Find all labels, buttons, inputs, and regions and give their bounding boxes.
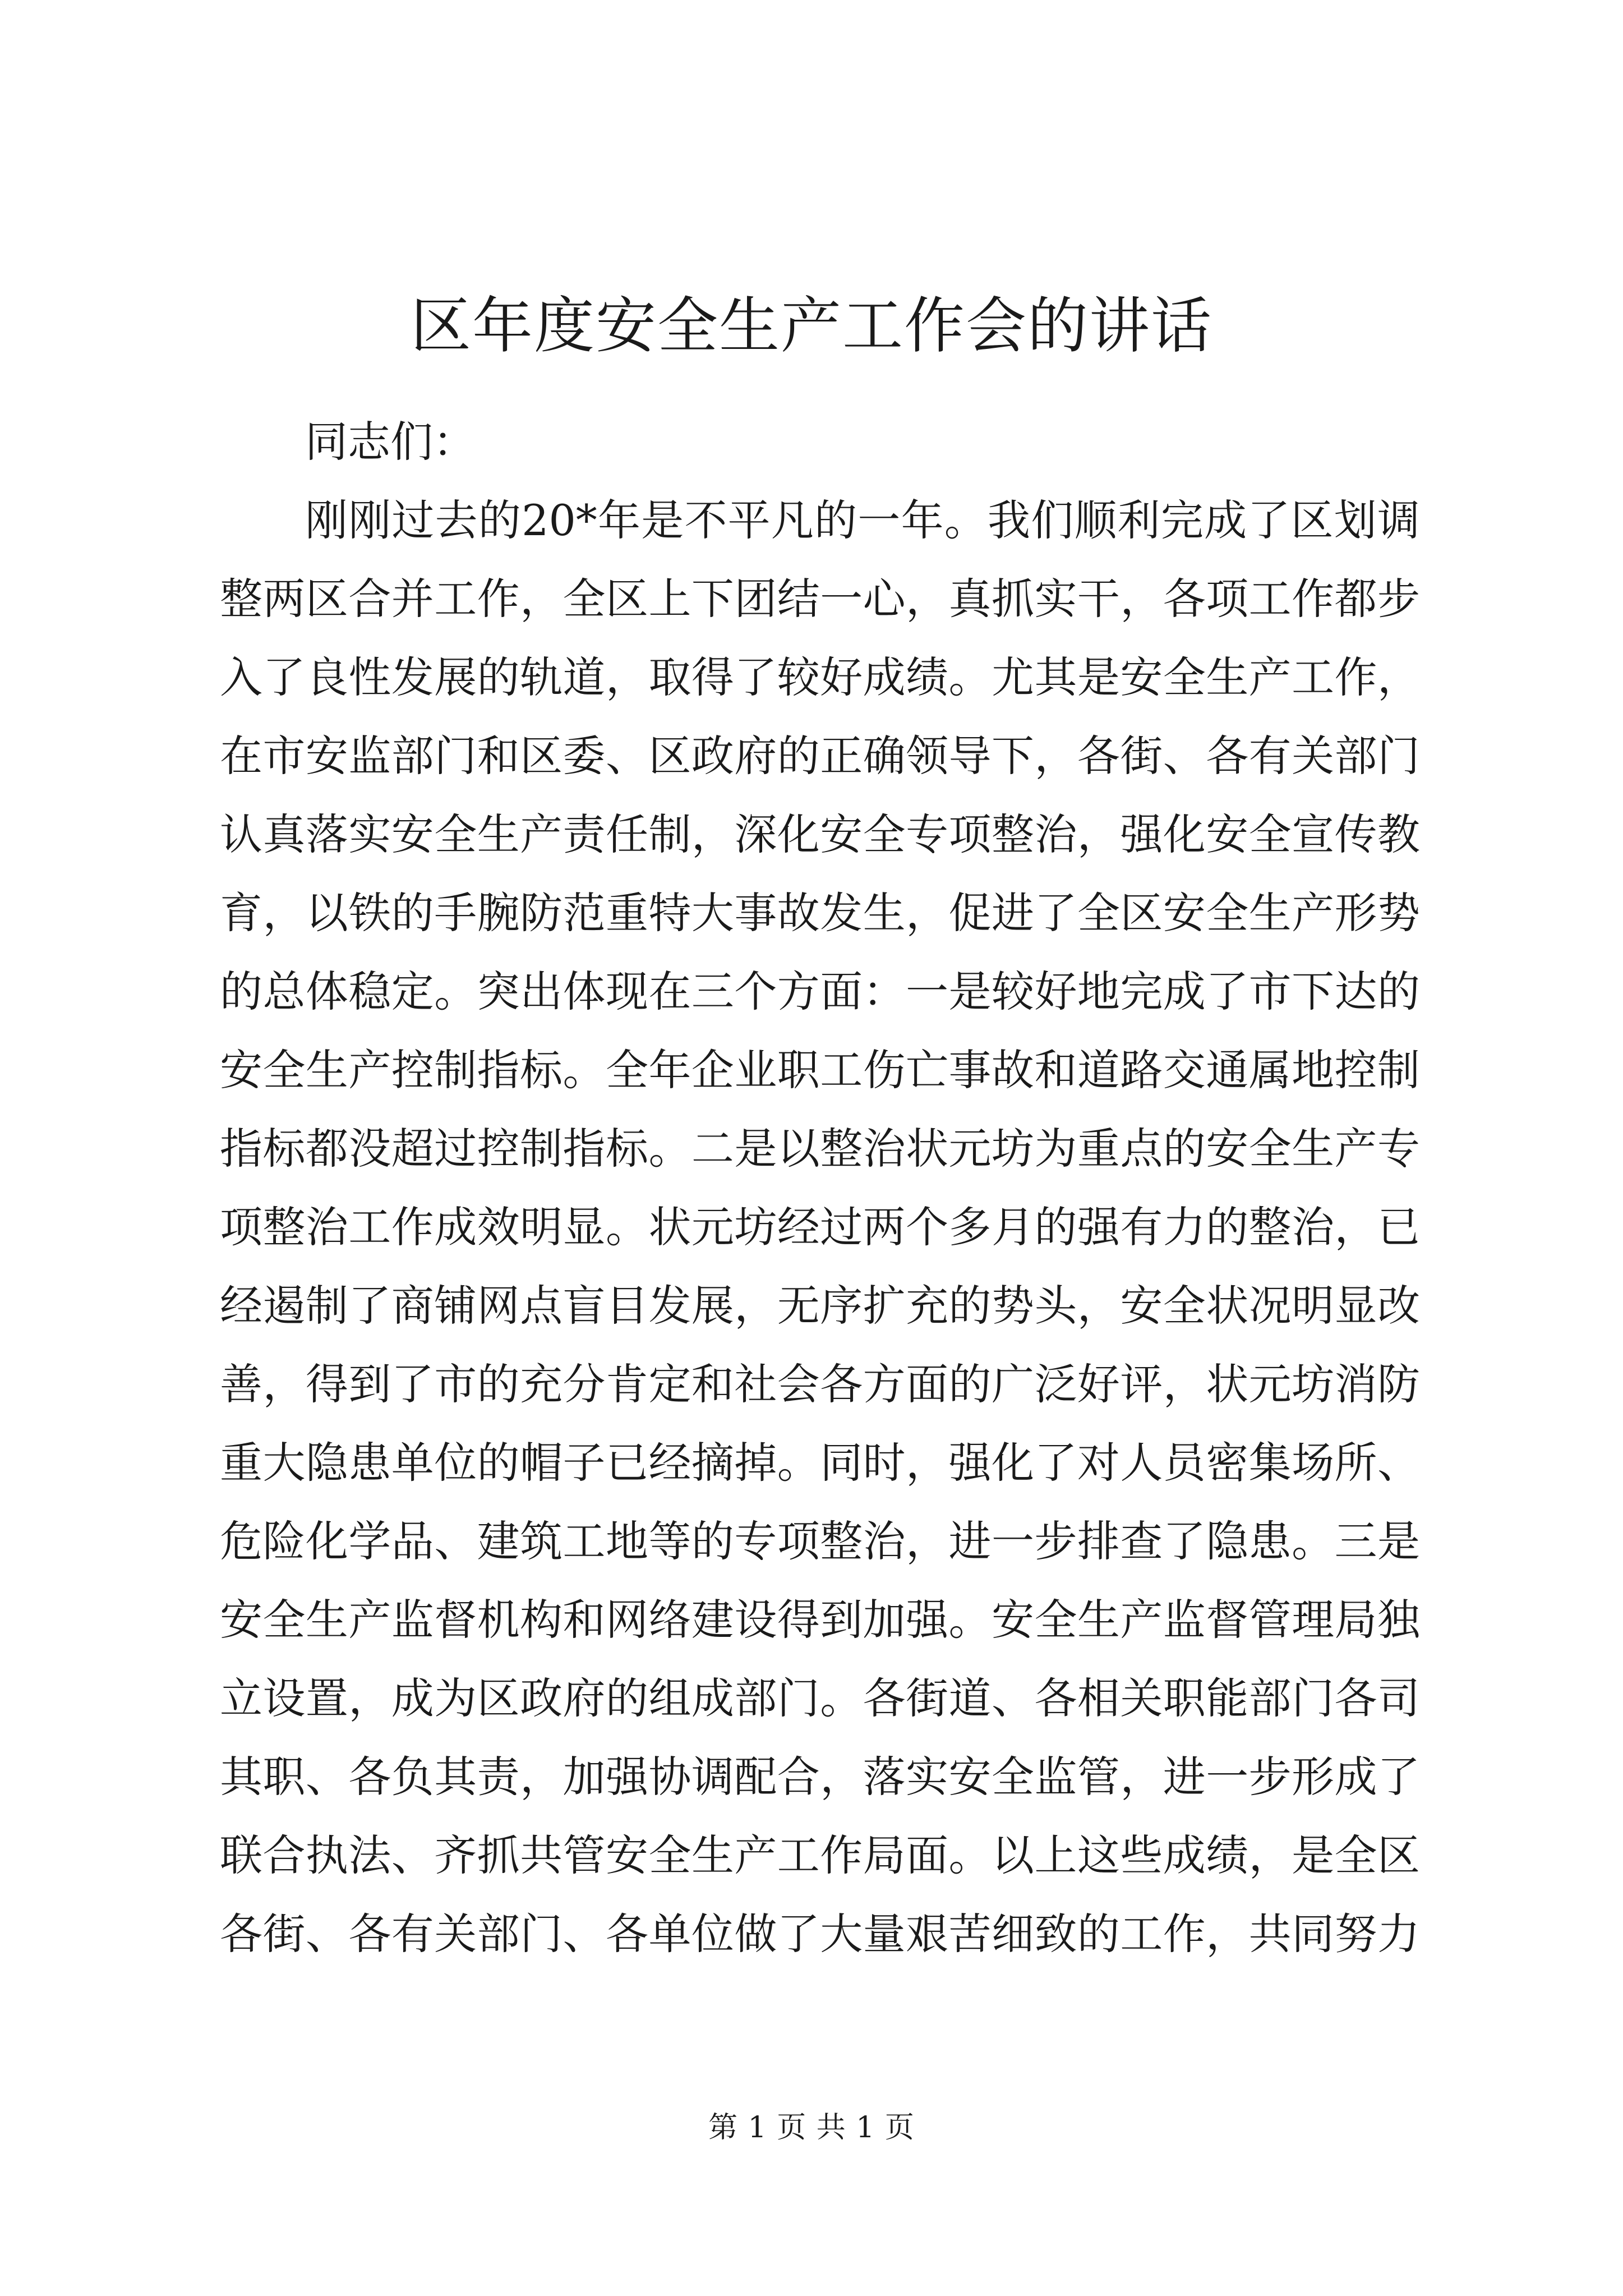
paragraph-line: 指标都没超过控制指标。二是以整治状元坊为重点的安全生产专 — [220, 1124, 1420, 1174]
document-title: 区年度安全生产工作会的讲话 — [410, 291, 1212, 361]
paragraph-line: 善，得到了市的充分肯定和社会各方面的广泛好评，状元坊消防 — [220, 1359, 1420, 1409]
paragraph-line: 联合执法、齐抓共管安全生产工作局面。以上这些成绩，是全区 — [220, 1830, 1420, 1880]
paragraph-line: 入了良性发展的轨道，取得了较好成绩。尤其是安全生产工作， — [220, 652, 1420, 702]
salutation: 同志们： — [305, 417, 476, 467]
paragraph-line: 安全生产控制指标。全年企业职工伤亡事故和道路交通属地控制 — [220, 1045, 1420, 1095]
paragraph-line: 育，以铁的手腕防范重特大事故发生，促进了全区安全生产形势 — [220, 888, 1420, 938]
paragraph-line: 整两区合并工作，全区上下团结一心，真抓实干，各项工作都步 — [220, 574, 1420, 624]
paragraph-line: 经遏制了商铺网点盲目发展，无序扩充的势头，安全状况明显改 — [220, 1281, 1420, 1331]
paragraph-line: 重大隐患单位的帽子已经摘掉。同时，强化了对人员密集场所、 — [220, 1438, 1420, 1488]
paragraph-line: 刚刚过去的20*年是不平凡的一年。我们顺利完成了区划调 — [305, 495, 1420, 545]
paragraph-line: 认真落实安全生产责任制，深化安全专项整治，强化安全宣传教 — [220, 809, 1420, 859]
paragraph-line: 立设置，成为区政府的组成部门。各街道、各相关职能部门各司 — [220, 1673, 1420, 1723]
paragraph-line: 各街、各有关部门、各单位做了大量艰苦细致的工作，共同努力 — [220, 1909, 1420, 1959]
paragraph-line: 其职、各负其责，加强协调配合，落实安全监管，进一步形成了 — [220, 1752, 1420, 1802]
page-number-footer: 第 1 页 共 1 页 — [708, 2111, 915, 2145]
paragraph-line: 危险化学品、建筑工地等的专项整治，进一步排查了隐患。三是 — [220, 1516, 1420, 1566]
paragraph-line: 安全生产监督机构和网络建设得到加强。安全生产监督管理局独 — [220, 1595, 1420, 1645]
document-body — [220, 403, 1420, 1973]
paragraph-line: 在市安监部门和区委、区政府的正确领导下，各街、各有关部门 — [220, 731, 1420, 781]
paragraph-line: 的总体稳定。突出体现在三个方面：一是较好地完成了市下达的 — [220, 967, 1420, 1016]
paragraph-line: 项整治工作成效明显。状元坊经过两个多月的强有力的整治，已 — [220, 1202, 1420, 1252]
